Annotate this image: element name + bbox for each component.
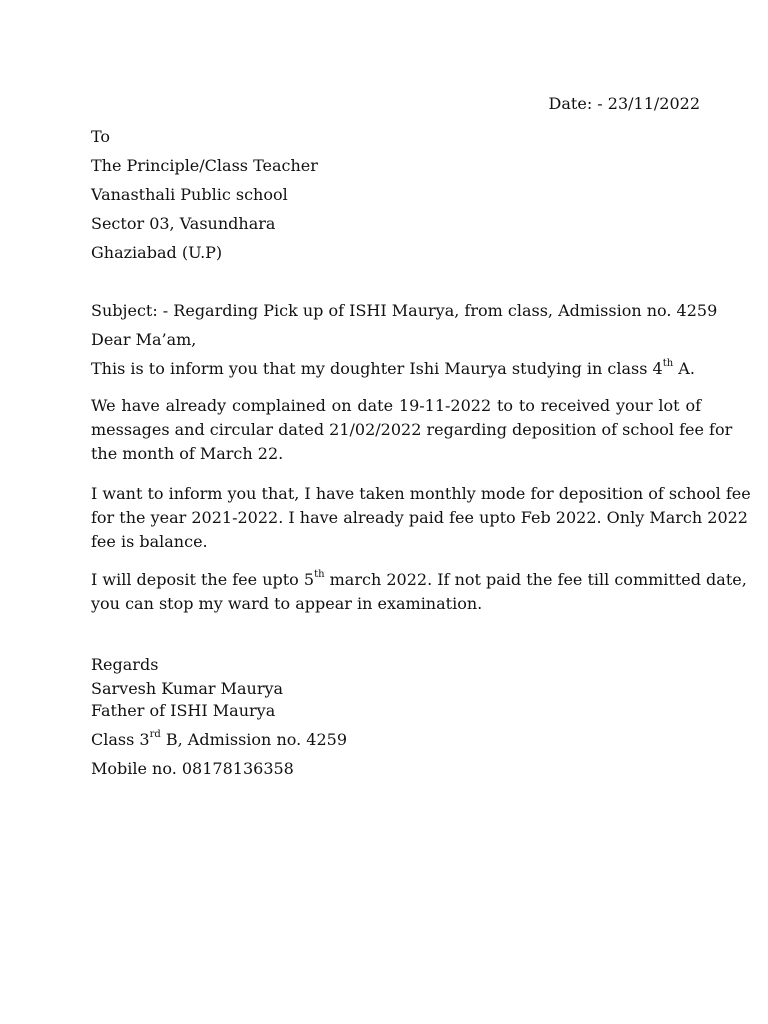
intro-text-end: A. [673,359,695,378]
addressee-to: To [91,127,111,146]
paragraph-deposit [91,568,747,616]
deposit-text-end: march 2022. If not paid the fee till committed date, [324,570,747,589]
addressee-school: Vanasthali Public school [91,185,288,204]
addressee-city: Ghaziabad (U.P) [91,243,223,262]
deposit-text: I will deposit the fee upto 5 [91,570,315,589]
paragraph-line: We have already complained on date 19-11-2022 to to received your lot of [91,396,701,415]
class-text-end: B, Admission no. 4259 [160,730,347,749]
paragraph-line [91,568,747,592]
paragraph-line: fee is balance. [91,532,208,551]
paragraph-complaint [91,394,733,466]
subject-line: Subject: - Regarding Pick up of ISHI Maurya, from class, Admission no. 4259 [91,301,718,320]
salutation: Dear Ma’am, [91,330,197,349]
intro-line [91,359,695,379]
closing-regards: Regards [91,655,159,674]
addressee-name: The Principle/Class Teacher [91,156,318,175]
class-superscript: rd [149,728,161,740]
signer-name: Sarvesh Kumar Maurya [91,679,284,698]
paragraph-fee-mode [91,482,751,554]
paragraph-line: messages and circular dated 21/02/2022 regarding deposition of school fee for [91,420,733,439]
paragraph-line: I want to inform you that, I have taken monthly mode for deposition of school fee [91,484,751,503]
paragraph-line: for the year 2021-2022. I have already paid fee upto Feb 2022. Only March 2022 [91,508,748,527]
paragraph-line: you can stop my ward to appear in examination. [91,594,483,613]
letter-date: Date: - 23/11/2022 [548,94,700,113]
deposit-superscript: th [314,568,325,580]
signer-class [91,730,347,750]
signer-relation: Father of ISHI Maurya [91,701,276,720]
intro-text: This is to inform you that my doughter Ishi Maurya studying in class 4 [91,359,663,378]
addressee-sector: Sector 03, Vasundhara [91,214,276,233]
intro-superscript: th [662,357,674,369]
signer-mobile: Mobile no. 08178136358 [91,759,294,778]
class-text: Class 3 [91,730,150,749]
paragraph-line: the month of March 22. [91,444,284,463]
